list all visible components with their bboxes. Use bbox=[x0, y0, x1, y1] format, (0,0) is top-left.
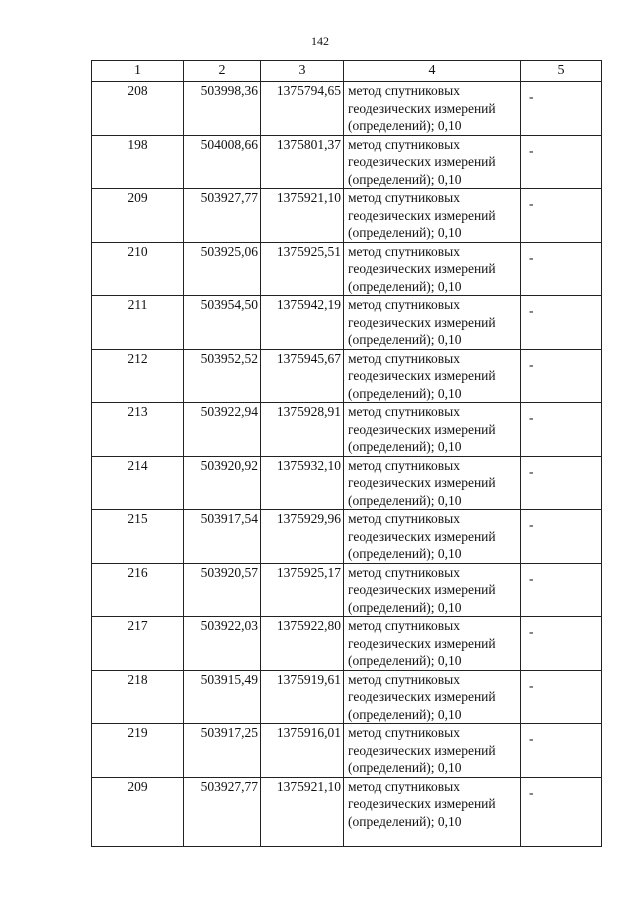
point-number-cell: 210 bbox=[92, 242, 184, 296]
table-row bbox=[92, 242, 602, 296]
header-col-3: 3 bbox=[261, 61, 344, 82]
note-cell bbox=[521, 777, 602, 846]
note-value: - bbox=[529, 463, 534, 479]
table-row bbox=[92, 670, 602, 724]
note-cell bbox=[521, 456, 602, 510]
note-cell bbox=[521, 724, 602, 778]
method-line: метод спутниковых bbox=[348, 564, 460, 580]
x-coordinate-cell: 503915,49 bbox=[184, 670, 261, 724]
point-number-cell: 212 bbox=[92, 349, 184, 403]
method-line: метод спутниковых bbox=[348, 190, 460, 205]
x-coordinate-cell: 503952,52 bbox=[184, 349, 261, 403]
method-line: (определений); 0,10 bbox=[348, 653, 462, 668]
table-row bbox=[92, 82, 602, 136]
table-body bbox=[92, 82, 602, 847]
x-coordinate-cell: 503927,77 bbox=[184, 777, 261, 846]
method-line: (определений); 0,10 bbox=[348, 171, 462, 187]
note-value: - bbox=[529, 517, 534, 532]
note-cell bbox=[521, 403, 602, 457]
x-coordinate-cell: 503927,77 bbox=[184, 189, 261, 243]
method-line: (определений); 0,10 bbox=[348, 546, 462, 561]
note-value: - bbox=[529, 731, 534, 746]
note-value: - bbox=[529, 249, 534, 265]
point-number-cell: 209 bbox=[92, 777, 184, 846]
method-line: метод спутниковых bbox=[348, 457, 460, 473]
method-cell bbox=[344, 349, 521, 403]
method-line: метод спутниковых bbox=[348, 297, 460, 312]
method-line: геодезических измерений bbox=[348, 582, 496, 597]
x-coordinate-cell: 503920,57 bbox=[184, 563, 261, 617]
y-coordinate-cell: 1375929,96 bbox=[261, 510, 344, 564]
x-coordinate-cell: 503925,06 bbox=[184, 242, 261, 296]
x-coordinate-cell: 503922,03 bbox=[184, 617, 261, 671]
y-coordinate-cell: 1375921,10 bbox=[261, 189, 344, 243]
header-col-1: 1 bbox=[92, 61, 184, 82]
method-line: метод спутниковых bbox=[348, 511, 460, 526]
point-number-cell: 217 bbox=[92, 617, 184, 671]
table-row bbox=[92, 296, 602, 350]
method-line: (определений); 0,10 bbox=[348, 225, 462, 240]
coordinates-table bbox=[91, 60, 602, 847]
method-line: геодезических измерений bbox=[348, 528, 496, 544]
method-cell bbox=[344, 510, 521, 564]
note-value: - bbox=[529, 303, 534, 318]
note-value: - bbox=[529, 624, 534, 639]
point-number-cell: 208 bbox=[92, 82, 184, 136]
note-cell bbox=[521, 189, 602, 243]
y-coordinate-cell: 1375928,91 bbox=[261, 403, 344, 457]
method-line: (определений); 0,10 bbox=[348, 332, 462, 347]
method-line: метод спутниковых bbox=[348, 83, 460, 98]
method-line: геодезических измерений bbox=[348, 796, 496, 811]
note-cell bbox=[521, 670, 602, 724]
note-value: - bbox=[529, 677, 534, 693]
method-line: (определений); 0,10 bbox=[348, 278, 462, 294]
note-cell bbox=[521, 296, 602, 350]
method-cell bbox=[344, 135, 521, 189]
method-cell bbox=[344, 296, 521, 350]
method-cell bbox=[344, 403, 521, 457]
method-line: (определений); 0,10 bbox=[348, 439, 462, 454]
y-coordinate-cell: 1375801,37 bbox=[261, 135, 344, 189]
note-value: - bbox=[529, 142, 534, 158]
method-line: (определений); 0,10 bbox=[348, 760, 462, 775]
table-header-row bbox=[92, 61, 602, 82]
method-line: метод спутниковых bbox=[348, 618, 460, 633]
method-cell bbox=[344, 617, 521, 671]
note-cell bbox=[521, 617, 602, 671]
point-number-cell: 213 bbox=[92, 403, 184, 457]
method-line: геодезических измерений bbox=[348, 368, 496, 383]
point-number-cell: 211 bbox=[92, 296, 184, 350]
table-row bbox=[92, 724, 602, 778]
method-cell bbox=[344, 242, 521, 296]
page-number: 142 bbox=[311, 34, 329, 48]
method-line: геодезических измерений bbox=[348, 100, 496, 116]
method-line: геодезических измерений bbox=[348, 207, 496, 223]
note-value: - bbox=[529, 410, 534, 425]
note-cell bbox=[521, 135, 602, 189]
note-cell bbox=[521, 510, 602, 564]
method-line: (определений); 0,10 bbox=[348, 492, 462, 508]
point-number-cell: 214 bbox=[92, 456, 184, 510]
note-value: - bbox=[529, 356, 534, 372]
x-coordinate-cell: 503917,25 bbox=[184, 724, 261, 778]
header-col-2: 2 bbox=[184, 61, 261, 82]
method-cell bbox=[344, 563, 521, 617]
table-row bbox=[92, 456, 602, 510]
method-line: (определений); 0,10 bbox=[348, 813, 462, 829]
x-coordinate-cell: 503954,50 bbox=[184, 296, 261, 350]
table-row bbox=[92, 563, 602, 617]
x-coordinate-cell: 504008,66 bbox=[184, 135, 261, 189]
y-coordinate-cell: 1375921,10 bbox=[261, 777, 344, 846]
method-line: геодезических измерений bbox=[348, 475, 496, 490]
table-row bbox=[92, 777, 602, 846]
table-row bbox=[92, 189, 602, 243]
method-cell bbox=[344, 82, 521, 136]
y-coordinate-cell: 1375925,17 bbox=[261, 563, 344, 617]
x-coordinate-cell: 503920,92 bbox=[184, 456, 261, 510]
header-col-5: 5 bbox=[521, 61, 602, 82]
point-number-cell: 218 bbox=[92, 670, 184, 724]
point-number-cell: 216 bbox=[92, 563, 184, 617]
method-line: (определений); 0,10 bbox=[348, 118, 462, 133]
x-coordinate-cell: 503917,54 bbox=[184, 510, 261, 564]
method-line: (определений); 0,10 bbox=[348, 599, 462, 615]
point-number-cell: 215 bbox=[92, 510, 184, 564]
header-col-4: 4 bbox=[344, 61, 521, 82]
table-row bbox=[92, 510, 602, 564]
method-line: геодезических измерений bbox=[348, 261, 496, 276]
point-number-cell: 209 bbox=[92, 189, 184, 243]
method-line: метод спутниковых bbox=[348, 671, 460, 687]
note-value: - bbox=[529, 570, 534, 586]
table-row bbox=[92, 135, 602, 189]
method-line: метод спутниковых bbox=[348, 778, 460, 794]
method-line: метод спутниковых bbox=[348, 243, 460, 259]
method-cell bbox=[344, 456, 521, 510]
y-coordinate-cell: 1375919,61 bbox=[261, 670, 344, 724]
method-cell bbox=[344, 777, 521, 846]
method-line: геодезических измерений bbox=[348, 154, 496, 169]
method-line: метод спутниковых bbox=[348, 136, 460, 152]
note-value: - bbox=[529, 784, 534, 800]
y-coordinate-cell: 1375794,65 bbox=[261, 82, 344, 136]
method-line: метод спутниковых bbox=[348, 404, 460, 419]
y-coordinate-cell: 1375922,80 bbox=[261, 617, 344, 671]
note-cell bbox=[521, 242, 602, 296]
method-line: геодезических измерений bbox=[348, 421, 496, 437]
method-line: (определений); 0,10 bbox=[348, 385, 462, 401]
method-line: геодезических измерений bbox=[348, 742, 496, 758]
method-cell bbox=[344, 670, 521, 724]
y-coordinate-cell: 1375945,67 bbox=[261, 349, 344, 403]
note-cell bbox=[521, 82, 602, 136]
point-number-cell: 198 bbox=[92, 135, 184, 189]
y-coordinate-cell: 1375942,19 bbox=[261, 296, 344, 350]
method-line: метод спутниковых bbox=[348, 350, 460, 366]
method-line: метод спутниковых bbox=[348, 725, 460, 740]
note-cell bbox=[521, 563, 602, 617]
method-line: геодезических измерений bbox=[348, 689, 496, 704]
y-coordinate-cell: 1375932,10 bbox=[261, 456, 344, 510]
x-coordinate-cell: 503922,94 bbox=[184, 403, 261, 457]
note-value: - bbox=[529, 89, 534, 104]
table-row bbox=[92, 403, 602, 457]
method-line: геодезических измерений bbox=[348, 314, 496, 330]
note-value: - bbox=[529, 196, 534, 211]
table-row bbox=[92, 617, 602, 671]
method-cell bbox=[344, 189, 521, 243]
y-coordinate-cell: 1375916,01 bbox=[261, 724, 344, 778]
method-line: (определений); 0,10 bbox=[348, 706, 462, 722]
point-number-cell: 219 bbox=[92, 724, 184, 778]
note-cell bbox=[521, 349, 602, 403]
method-cell bbox=[344, 724, 521, 778]
method-line: геодезических измерений bbox=[348, 635, 496, 651]
y-coordinate-cell: 1375925,51 bbox=[261, 242, 344, 296]
table-row bbox=[92, 349, 602, 403]
x-coordinate-cell: 503998,36 bbox=[184, 82, 261, 136]
